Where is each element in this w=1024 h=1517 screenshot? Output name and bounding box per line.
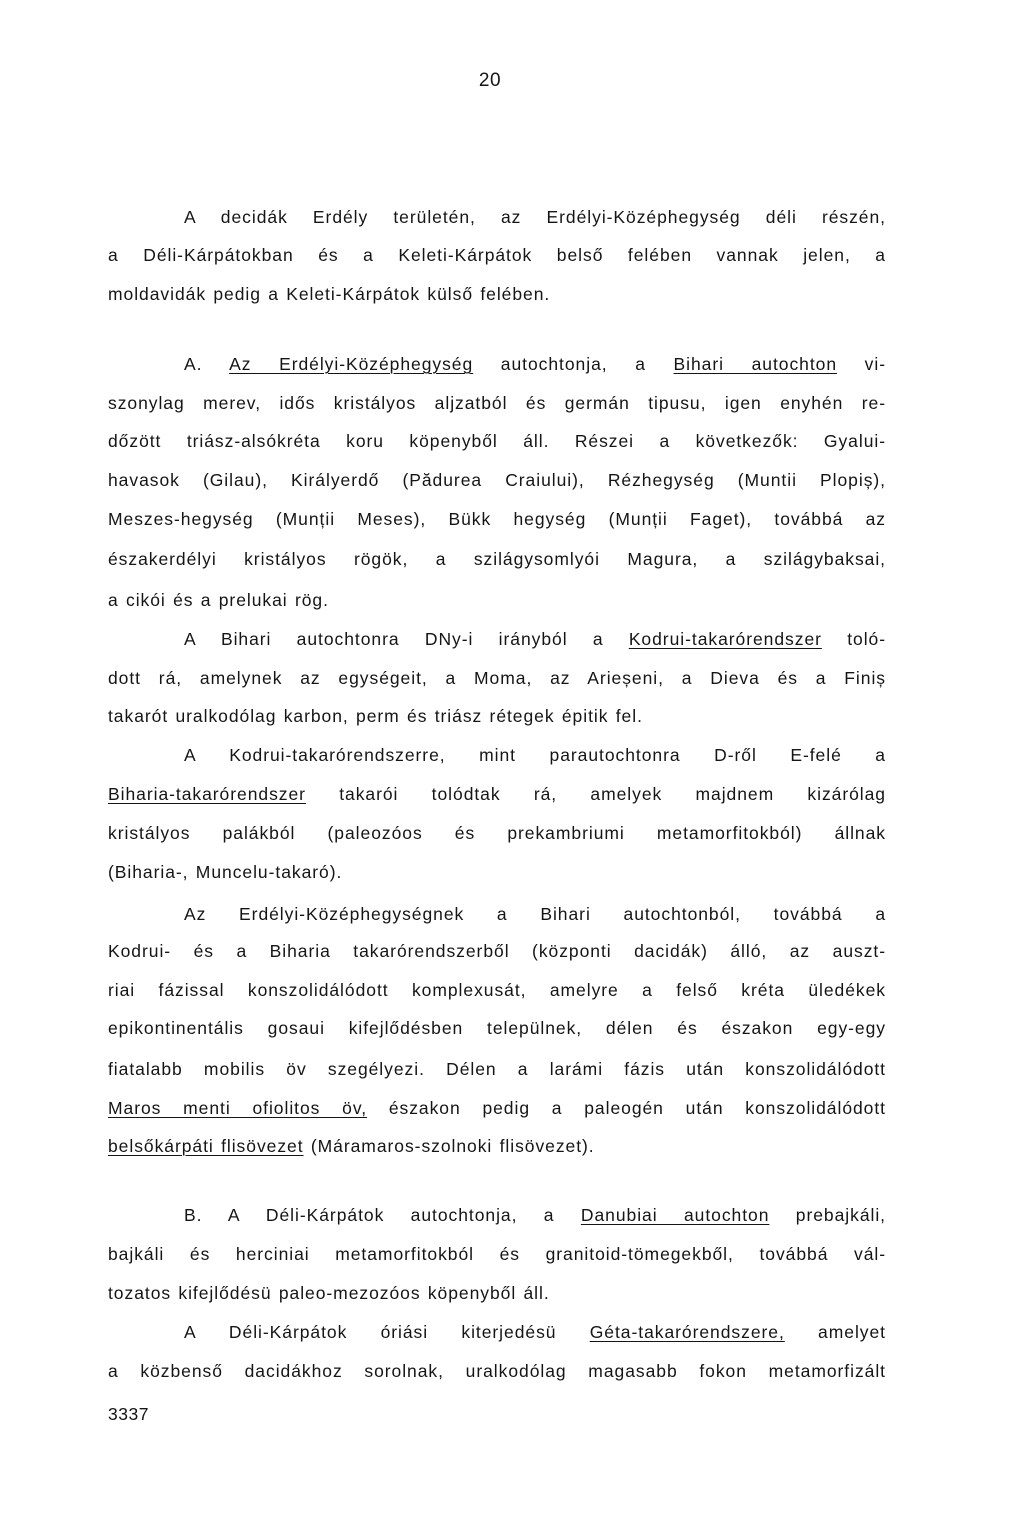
text-line: Biharia-takarórendszer takarói tolódtak rá, amelyek majdnem kizárólag	[108, 784, 886, 804]
text-line: a cikói és a prelukai rög.	[108, 590, 329, 610]
underlined-term: Maros menti ofiolitos öv,	[108, 1098, 368, 1118]
text-line: Meszes-hegység (Munții Meses), Bükk hegység (Munții Faget), továbbá az	[108, 509, 886, 529]
underlined-term: Kodrui-takarórendszer	[628, 629, 822, 649]
text-line: kristályos palákból (paleozóos és prekambriumi metamorfitokból) állnak	[108, 823, 886, 843]
text-line: belsőkárpáti flisövezet (Máramaros-szolnoki flisövezet).	[108, 1136, 595, 1156]
text-line: havasok (Gilau), Királyerdő (Pădurea Craiului), Rézhegység (Muntii Plopiș),	[108, 470, 886, 490]
text-line: Maros menti ofiolitos öv, északon pedig a paleogén után konszolidálódott	[108, 1098, 886, 1118]
text-line: Kodrui- és a Biharia takarórendszerből (központi dacidák) álló, az auszt-	[108, 941, 886, 961]
text-line: moldavidák pedig a Keleti-Kárpátok külső felében.	[108, 284, 551, 304]
text-line: (Biharia-, Muncelu-takaró).	[108, 862, 343, 882]
text-line: dőzött triász-alsókréta koru köpenyből áll. Részei a következők: Gyalui-	[108, 431, 886, 451]
text-line: tozatos kifejlődésü paleo-mezozóos köpenyből áll.	[108, 1283, 550, 1303]
footer-code: 3337	[108, 1404, 149, 1424]
underlined-term: Biharia-takarórendszer	[108, 784, 306, 804]
text-line: Az Erdélyi-Középhegységnek a Bihari autochtonból, továbbá a	[184, 904, 886, 924]
text-line: a Déli-Kárpátokban és a Keleti-Kárpátok belső felében vannak jelen, a	[108, 245, 886, 265]
underlined-term: Danubiai autochton	[580, 1205, 770, 1225]
text-line: A Kodrui-takarórendszerre, mint parautochtonra D-ről E-felé a	[184, 745, 886, 765]
text-line: a közbenső dacidákhoz sorolnak, uralkodólag magasabb fokon metamorfizált	[108, 1361, 886, 1381]
text-line: dott rá, amelynek az egységeit, a Moma, az Arieșeni, a Dieva és a Finiș	[108, 668, 886, 688]
page-number: 20	[478, 70, 502, 91]
underlined-term: Géta-takarórendszere,	[589, 1322, 785, 1342]
text-line: A Bihari autochtonra DNy-i irányból a Kodrui-takarórendszer toló-	[184, 629, 886, 649]
text-line: epikontinentális gosaui kifejlődésben települnek, délen és északon egy-egy	[108, 1018, 886, 1038]
text-line: A Déli-Kárpátok óriási kiterjedésü Géta-takarórendszere, amelyet	[184, 1322, 886, 1342]
underlined-term: Bihari autochton	[673, 354, 838, 374]
text-line: A. Az Erdélyi-Középhegység autochtonja, a Bihari autochton vi-	[184, 354, 886, 374]
text-line: B. A Déli-Kárpátok autochtonja, a Danubiai autochton prebajkáli,	[184, 1205, 886, 1225]
text-line: fiatalabb mobilis öv szegélyezi. Délen a larámi fázis után konszolidálódott	[108, 1059, 886, 1079]
text-line: A decidák Erdély területén, az Erdélyi-Középhegység déli részén,	[184, 207, 886, 227]
text-line: szonylag merev, idős kristályos aljzatból és germán tipusu, igen enyhén re-	[108, 393, 886, 413]
text-line: északerdélyi kristályos rögök, a szilágysomlyói Magura, a szilágybaksai,	[108, 549, 886, 569]
text-line: riai fázissal konszolidálódott komplexusát, amelyre a felső kréta üledékek	[108, 980, 886, 1000]
text-line: bajkáli és herciniai metamorfitokból és granitoid-tömegekből, továbbá vál-	[108, 1244, 886, 1264]
text-line: takarót uralkodólag karbon, perm és triász rétegek épitik fel.	[108, 706, 643, 726]
underlined-term: belsőkárpáti flisövezet	[108, 1136, 304, 1156]
underlined-term: Az Erdélyi-Középhegység	[229, 354, 474, 374]
